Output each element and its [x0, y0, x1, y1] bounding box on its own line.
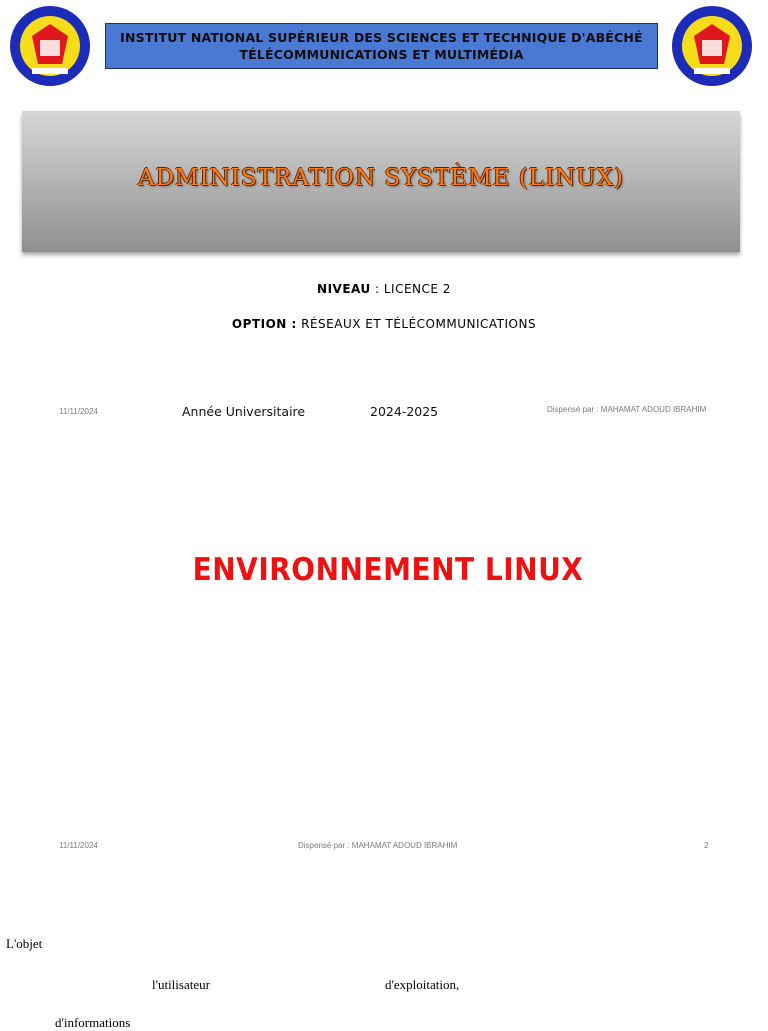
- section-title: ENVIRONNEMENT LINUX: [192, 551, 584, 588]
- course-title: ADMINISTRATION SYSTÈME (LINUX): [137, 164, 625, 191]
- level-label: NIVEAU: [317, 282, 371, 296]
- insta-logo-right: [672, 6, 752, 86]
- institution-name: INSTITUT NATIONAL SUPÉRIEUR DES SCIENCES ET TECHNIQUE D'ABÉCHÉ: [120, 30, 643, 45]
- body-word-informations: d'informations: [55, 1015, 131, 1030]
- insta-logo-icon: [10, 6, 90, 86]
- slide1-author: Dispensé par : MAHAMAT ADOUD IBRAHIM: [547, 405, 707, 414]
- insta-logo-icon: [672, 6, 752, 86]
- institution-banner: [105, 23, 658, 69]
- option-line: [0, 317, 768, 331]
- slide2-author: Dispensé par : MAHAMAT ADOUD IBRAHIM: [298, 841, 458, 850]
- body-word-exploitation: d'exploitation,: [385, 977, 460, 992]
- body-word-utilisateur: l'utilisateur: [152, 977, 210, 992]
- insta-logo-left: [10, 6, 90, 86]
- academic-year-value: 2024-2025: [370, 404, 439, 419]
- slide2-date: 11/11/2024: [59, 841, 98, 850]
- level-line: [0, 282, 768, 296]
- slide1-date: 11/11/2024: [59, 407, 98, 416]
- academic-year-label: Année Universitaire: [182, 404, 306, 419]
- option-label: OPTION :: [231, 317, 297, 331]
- body-word-objet: L'objet: [6, 936, 43, 951]
- option-value: RÉSEAUX ET TÉLÉCOMMUNICATIONS: [301, 317, 537, 331]
- course-title-banner: [22, 111, 740, 252]
- level-value: : LICENCE 2: [375, 282, 451, 296]
- page-number: 2: [704, 841, 709, 850]
- institution-department: TÉLÉCOMMUNICATIONS ET MULTIMÉDIA: [239, 47, 524, 62]
